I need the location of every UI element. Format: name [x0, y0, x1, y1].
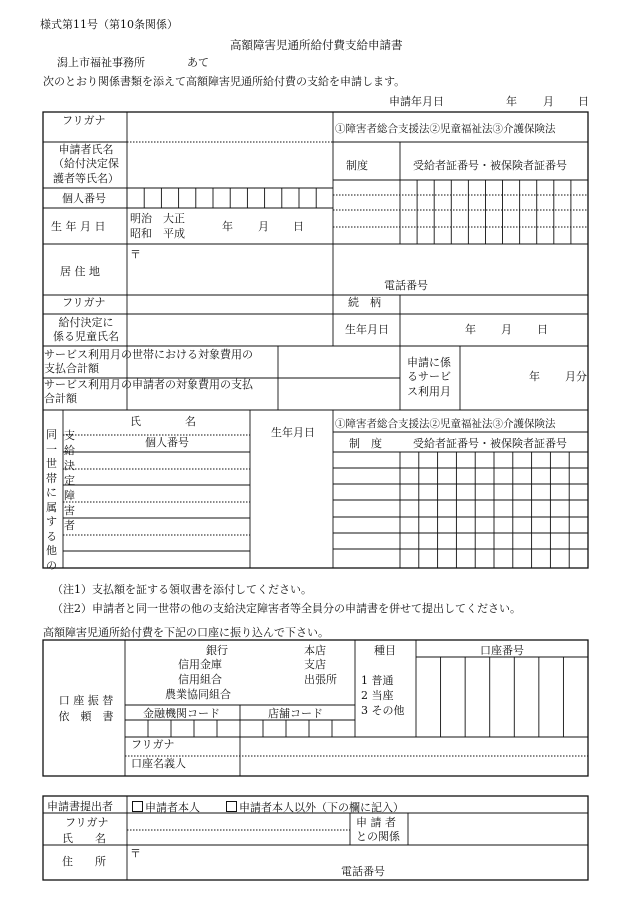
service-year-label: 年 [529, 370, 540, 383]
submitter-postal-mark: 〒 [130, 847, 141, 860]
type-other: 3 その他 [361, 704, 405, 717]
inst-bank: 銀行 [206, 644, 228, 657]
dob-year-label: 年 [222, 220, 233, 233]
form-number: 様式第11号（第10条関係） [40, 18, 178, 31]
applicant-furigana-label: フリガナ [62, 114, 106, 127]
applicant-id-label: 個人番号 [62, 192, 106, 205]
app-year-label: 年 [506, 95, 517, 108]
phone-label: 電話番号 [384, 279, 428, 292]
note-1: （注1）支払額を証する領収書を添付してください。 [52, 583, 312, 596]
type-toza: 2 当座 [361, 689, 394, 702]
bank-intro: 高額障害児通所給付費を下記の口座に振り込んで下さい。 [43, 626, 329, 639]
inst-shinkumi: 信用組合 [178, 673, 222, 686]
relation-label: 続 柄 [348, 296, 381, 309]
others-law-options: ①障害者総合支援法②児童福祉法③介護保険法 [335, 418, 556, 430]
application-date-label: 申請年月日 [389, 95, 444, 108]
submitter-address-label: 住 所 [62, 855, 106, 868]
self-checkbox[interactable] [132, 801, 143, 812]
others-side-label-2: 支給決定障害者 [64, 429, 75, 533]
child-dob-label: 生年月日 [345, 323, 389, 336]
addressee: 潟上市福祉事務所 [57, 56, 145, 69]
bank-transfer-label: 口 座 振 替 依 頼 書 [58, 694, 114, 723]
account-holder-label: 口座名義人 [131, 757, 186, 770]
form-title: 高額障害児通所給付費支給申請書 [230, 38, 403, 52]
account-number-label: 口座番号 [480, 644, 524, 657]
app-month-label: 月 [543, 95, 554, 108]
service-month-unit: 月分 [565, 370, 587, 383]
child-furigana-label: フリガナ [62, 296, 106, 309]
app-day-label: 日 [578, 95, 589, 108]
others-system-header: 制 度 [349, 437, 382, 450]
system-label: 制度 [346, 159, 368, 172]
branch-sub: 支店 [304, 658, 326, 671]
others-cert-header: 受給者証番号・被保険者証番号 [413, 437, 567, 450]
others-dob-header: 生年月日 [271, 426, 315, 439]
child-day-label: 日 [537, 323, 548, 336]
applicant-name-label: 申請者氏名 （給付決定保 護者等氏名） [53, 143, 119, 185]
submitter-self-option[interactable]: 申請者本人 [132, 801, 200, 815]
dob-day-label: 日 [293, 220, 304, 233]
inst-nokyo: 農業協同組合 [165, 688, 231, 701]
branch-office: 出張所 [304, 673, 337, 686]
postal-mark: 〒 [130, 248, 141, 261]
submitter-furigana-label: フリガナ [65, 816, 109, 829]
account-type-label: 種目 [374, 644, 396, 657]
dob-eras-1: 明治 大正 [130, 212, 185, 225]
submitter-phone-label: 電話番号 [341, 865, 385, 878]
applicant-cost-label: サービス利用月の申請者の対象費用の支払 合計額 [44, 378, 253, 406]
intro-text: 次のとおり関係書類を添えて高額障害児通所給付費の支給を申請します。 [43, 75, 406, 88]
dob-eras-2: 昭和 平成 [130, 227, 185, 240]
submitter-name-label: 氏 名 [62, 832, 106, 845]
others-side-label: 同一世帯に属する他の [46, 428, 57, 572]
inst-shinkin: 信用金庫 [178, 658, 222, 671]
child-year-label: 年 [465, 323, 476, 336]
household-cost-label: サービス利用月の世帯における対象費用の 支払合計額 [44, 348, 253, 376]
others-name-header: 氏 名 [130, 415, 196, 428]
cert-number-label: 受給者証番号・被保険者証番号 [413, 159, 567, 172]
bank-furigana-label: フリガナ [131, 738, 175, 751]
other-checkbox[interactable] [226, 801, 237, 812]
applicant-dob-label: 生 年 月 日 [51, 220, 106, 233]
service-month-label: 申請に係 るサービ ス利用月 [407, 356, 451, 398]
submitter-label: 申請書提出者 [47, 800, 113, 813]
branch-main: 本店 [304, 644, 326, 657]
law-options: ①障害者総合支援法②児童福祉法③介護保険法 [335, 123, 556, 135]
submitter-other-option[interactable]: 申請者本人以外（下の欄に記入） [226, 801, 404, 815]
note-2: （注2）申請者と同一世帯の他の支給決定障害者等全員分の申請書を併せて提出してください。 [52, 602, 521, 615]
others-id-header: 個人番号 [145, 436, 189, 449]
branch-code-label: 店舗コード [268, 707, 323, 720]
child-name-label: 給付決定に 係る児童氏名 [53, 316, 119, 344]
inst-code-label: 金融機関コード [143, 707, 220, 720]
dob-month-label: 月 [258, 220, 269, 233]
address-label: 居 住 地 [60, 265, 100, 278]
addressee-ate: あて [187, 56, 209, 69]
submitter-relation-label: 申 請 者 との関係 [356, 816, 400, 844]
type-futsu: 1 普通 [361, 674, 394, 687]
child-month-label: 月 [501, 323, 512, 336]
